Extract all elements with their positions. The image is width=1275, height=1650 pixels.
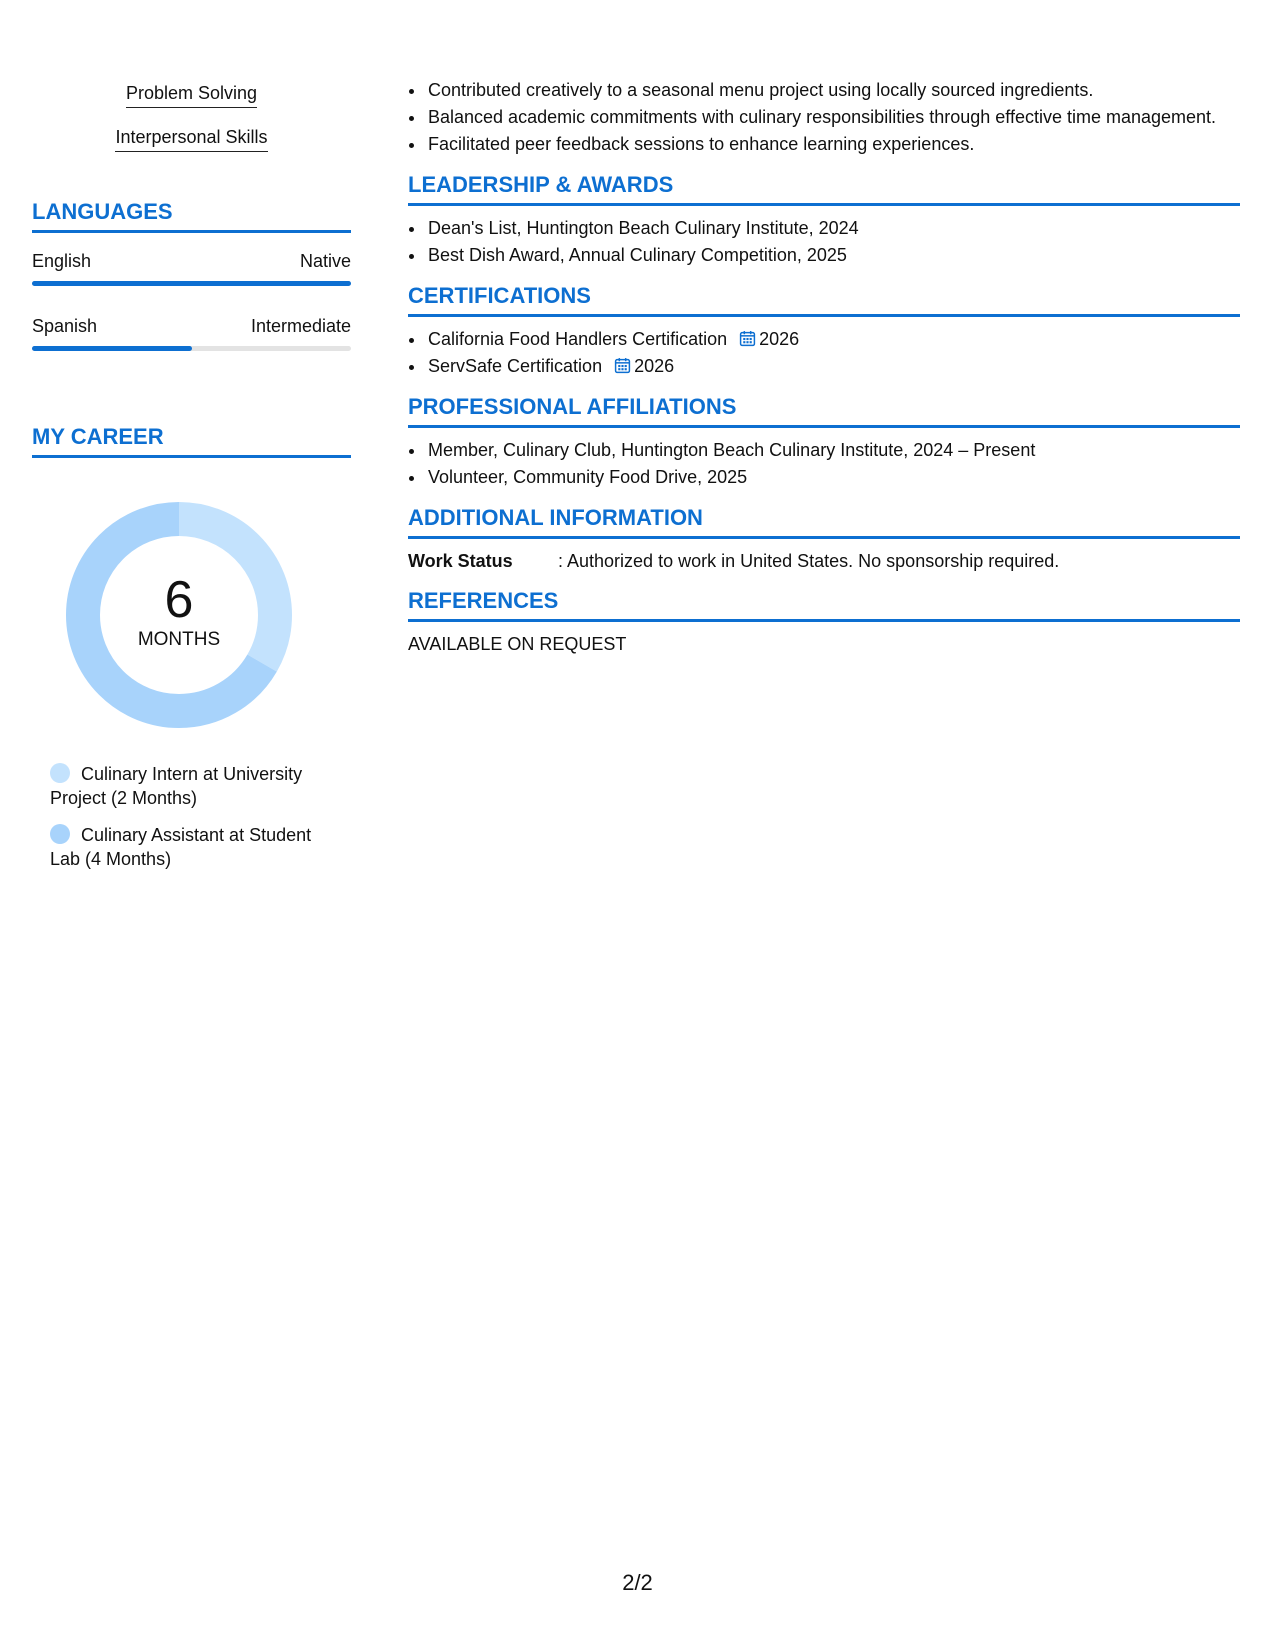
legend-label: Culinary Assistant at Student Lab (4 Months) (50, 825, 312, 869)
page-number: 2/2 (622, 1570, 653, 1595)
career-legend (50, 762, 340, 871)
main-content (408, 78, 1240, 656)
career-heading: MY CAREER (32, 423, 351, 458)
sidebar (32, 82, 351, 884)
certifications-section (408, 282, 1240, 379)
references-heading: REFERENCES (408, 587, 1240, 622)
calendar-icon (614, 357, 631, 374)
career-donut-chart (66, 502, 292, 728)
work-status-label: Work Status (408, 551, 513, 571)
skill-item (32, 126, 351, 152)
language-bar-fill (32, 281, 351, 286)
affiliations-section (408, 393, 1240, 490)
additional-info-heading: ADDITIONAL INFORMATION (408, 504, 1240, 539)
certification-item (426, 327, 1240, 352)
affiliation-item: • Volunteer, Community Food Drive, 2025 (426, 465, 1240, 490)
bullet-item: • Facilitated peer feedback sessions to enhance learning experiences. (426, 132, 1240, 157)
references-text: AVAILABLE ON REQUEST (408, 634, 627, 654)
award-item: • Best Dish Award, Annual Culinary Competition, 2025 (426, 243, 1240, 268)
references-section (408, 587, 1240, 656)
skill-chip: Interpersonal Skills (115, 126, 267, 152)
career-total-months: 6 (164, 571, 194, 629)
certification-year: 2026 (759, 329, 800, 349)
legend-dot (50, 824, 70, 844)
language-spanish (32, 314, 351, 351)
language-name: English (32, 251, 92, 271)
certification-name: California Food Handlers Certification (428, 329, 728, 349)
skill-item (32, 82, 351, 108)
languages-heading: LANGUAGES (32, 198, 351, 233)
certification-name: ServSafe Certification (428, 356, 603, 376)
legend-dot (50, 763, 70, 783)
legend-item (50, 762, 340, 810)
language-name: Spanish (32, 316, 98, 336)
award-item: • Dean's List, Huntington Beach Culinary Institute, 2024 (426, 216, 1240, 241)
leadership-section (408, 171, 1240, 268)
additional-info-section (408, 504, 1240, 573)
certifications-heading: CERTIFICATIONS (408, 282, 1240, 317)
leadership-heading: LEADERSHIP & AWARDS (408, 171, 1240, 206)
affiliation-item: • Member, Culinary Club, Huntington Beach Culinary Institute, 2024 – Present (426, 438, 1240, 463)
legend-label: Culinary Intern at University Project (2 Months) (50, 764, 303, 808)
language-english (32, 249, 351, 286)
affiliations-heading: PROFESSIONAL AFFILIATIONS (408, 393, 1240, 428)
work-status-row (408, 549, 1240, 573)
legend-item (50, 823, 340, 871)
language-bar (32, 281, 351, 286)
language-bar (32, 346, 351, 351)
bullet-item: • Contributed creatively to a seasonal menu project using locally sourced ingredients. (426, 78, 1240, 103)
language-level: Native (299, 251, 351, 271)
experience-bullets (408, 78, 1240, 157)
work-status-value: : Authorized to work in United States. No sponsorship required. (558, 551, 1060, 571)
language-level: Intermediate (250, 316, 351, 336)
calendar-icon (739, 330, 756, 347)
language-bar-fill (32, 346, 192, 351)
skill-chip: Problem Solving (126, 82, 257, 108)
donut-center (66, 572, 292, 652)
career-unit: MONTHS (137, 629, 221, 650)
certification-item (426, 354, 1240, 379)
certification-year: 2026 (634, 356, 675, 376)
bullet-item: • Balanced academic commitments with culinary responsibilities through effective time management. (426, 105, 1240, 130)
